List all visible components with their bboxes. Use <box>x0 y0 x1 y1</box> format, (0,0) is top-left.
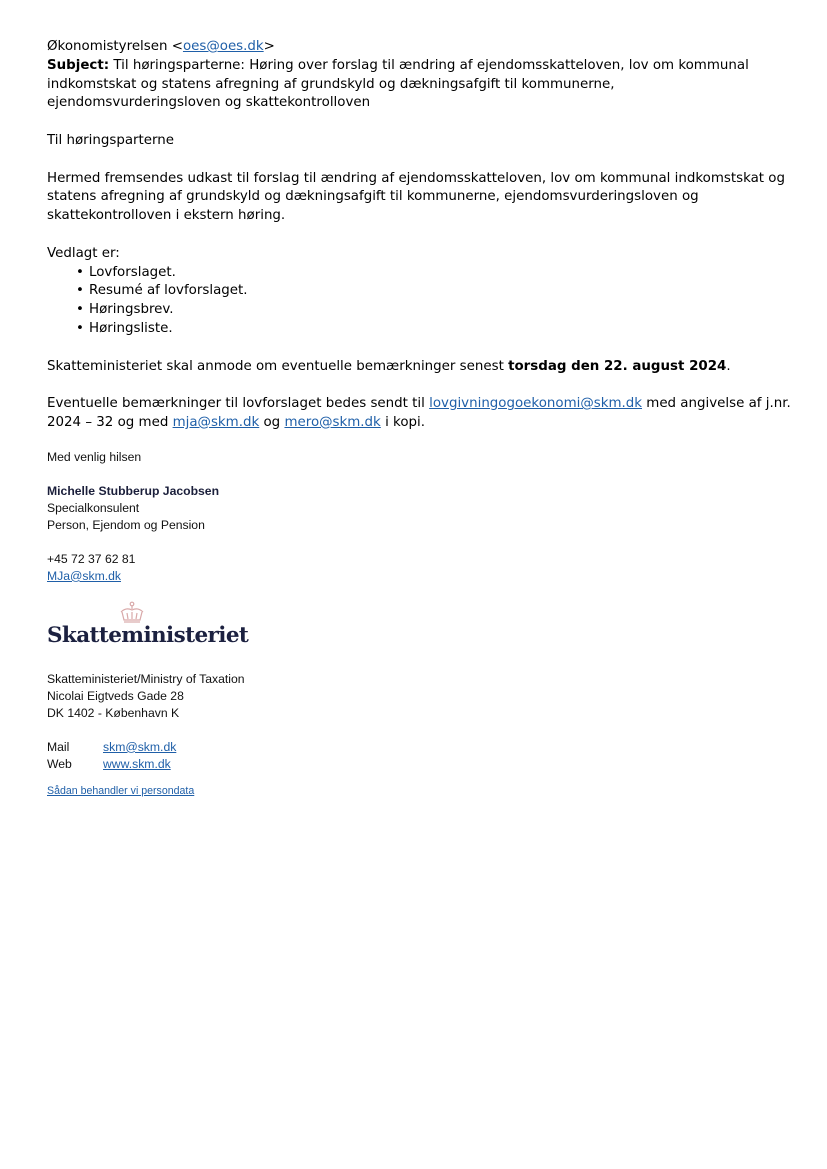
greeting: Med venlig hilsen <box>47 449 142 464</box>
salutation: Til høringsparterne <box>47 132 175 148</box>
privacy-link[interactable]: Sådan behandler vi persondata <box>47 784 195 797</box>
org-city: DK 1402 - København K <box>47 705 180 720</box>
deadline-date: torsdag den 22. august 2024 <box>508 358 727 374</box>
sender-email-link[interactable]: oes@oes.dk <box>182 39 264 54</box>
from-line <box>47 38 792 57</box>
signer-title: Specialkonsulent <box>47 500 140 515</box>
logo-wordmark: Skatteministeriet <box>47 622 249 648</box>
remarks-text: og <box>259 414 285 430</box>
org-web-link[interactable]: www.skm.dk <box>103 756 171 771</box>
mail-row <box>47 739 792 756</box>
attachment-item: • Høringsliste. <box>89 320 792 339</box>
remarks-text: Eventuelle bemærkninger til lovforslaget bedes sendt til <box>47 396 430 412</box>
org-street: Nicolai Eigtveds Gade 28 <box>47 688 184 703</box>
signer-department: Person, Ejendom og Pension <box>47 517 205 532</box>
remarks-email-link[interactable]: lovgivningogoekonomi@skm.dk <box>429 396 643 412</box>
sender-name: Økonomistyrelsen < <box>47 39 183 54</box>
mja-email-link[interactable]: mja@skm.dk <box>172 414 260 430</box>
skatteministeriet-logo <box>47 601 792 657</box>
signer-email-link[interactable]: MJa@skm.dk <box>47 568 121 583</box>
signer-name: Michelle Stubberup Jacobsen <box>47 483 220 498</box>
web-row <box>47 756 792 773</box>
remarks-paragraph <box>47 395 792 433</box>
mail-label: Mail <box>47 739 70 754</box>
deadline-text: Skatteministeriet skal anmode om eventuelle bemærkninger senest <box>47 358 509 374</box>
attachment-item: • Høringsbrev. <box>89 301 792 320</box>
web-label: Web <box>47 756 72 771</box>
org-name: Skatteministeriet/Ministry of Taxation <box>47 671 245 686</box>
deadline-end: . <box>726 358 731 374</box>
attachment-item: • Resumé af lovforslaget. <box>89 282 792 301</box>
email-document <box>47 38 792 800</box>
subject-text: Til høringsparterne: Høring over forslag til ændring af ejendomsskatteloven, lov om kommunal indkomstskat og statens afregning af grundskyld og dækningsafgift til kommunerne, ejendomsvurderingsloven og skattekontrolloven <box>47 57 749 111</box>
intro-paragraph: Hermed fremsendes udkast til forslag til ændring af ejendomsskatteloven, lov om kommunal indkomstskat og statens afregning af grundskyld og dækningsafgift til kommunerne, ejendomsvurderingsloven og skattekontrolloven i ekstern høring. <box>47 170 786 224</box>
deadline-paragraph <box>47 358 792 377</box>
signature-block <box>47 449 792 800</box>
org-mail-link[interactable]: skm@skm.dk <box>103 739 177 754</box>
subject-label: Subject: <box>47 57 110 73</box>
remarks-text: i kopi. <box>380 414 426 430</box>
remarks-text: med angivelse af j.nr. 2024 – 32 og med <box>47 396 791 430</box>
subject-line <box>47 57 792 113</box>
mero-email-link[interactable]: mero@skm.dk <box>284 414 381 430</box>
signer-phone: +45 72 37 62 81 <box>47 551 136 566</box>
attachment-item: • Lovforslaget. <box>89 264 792 283</box>
sender-close: > <box>263 39 275 54</box>
attachments-heading: Vedlagt er: <box>47 245 120 261</box>
email-body <box>47 38 792 433</box>
attachments-list <box>47 264 792 339</box>
